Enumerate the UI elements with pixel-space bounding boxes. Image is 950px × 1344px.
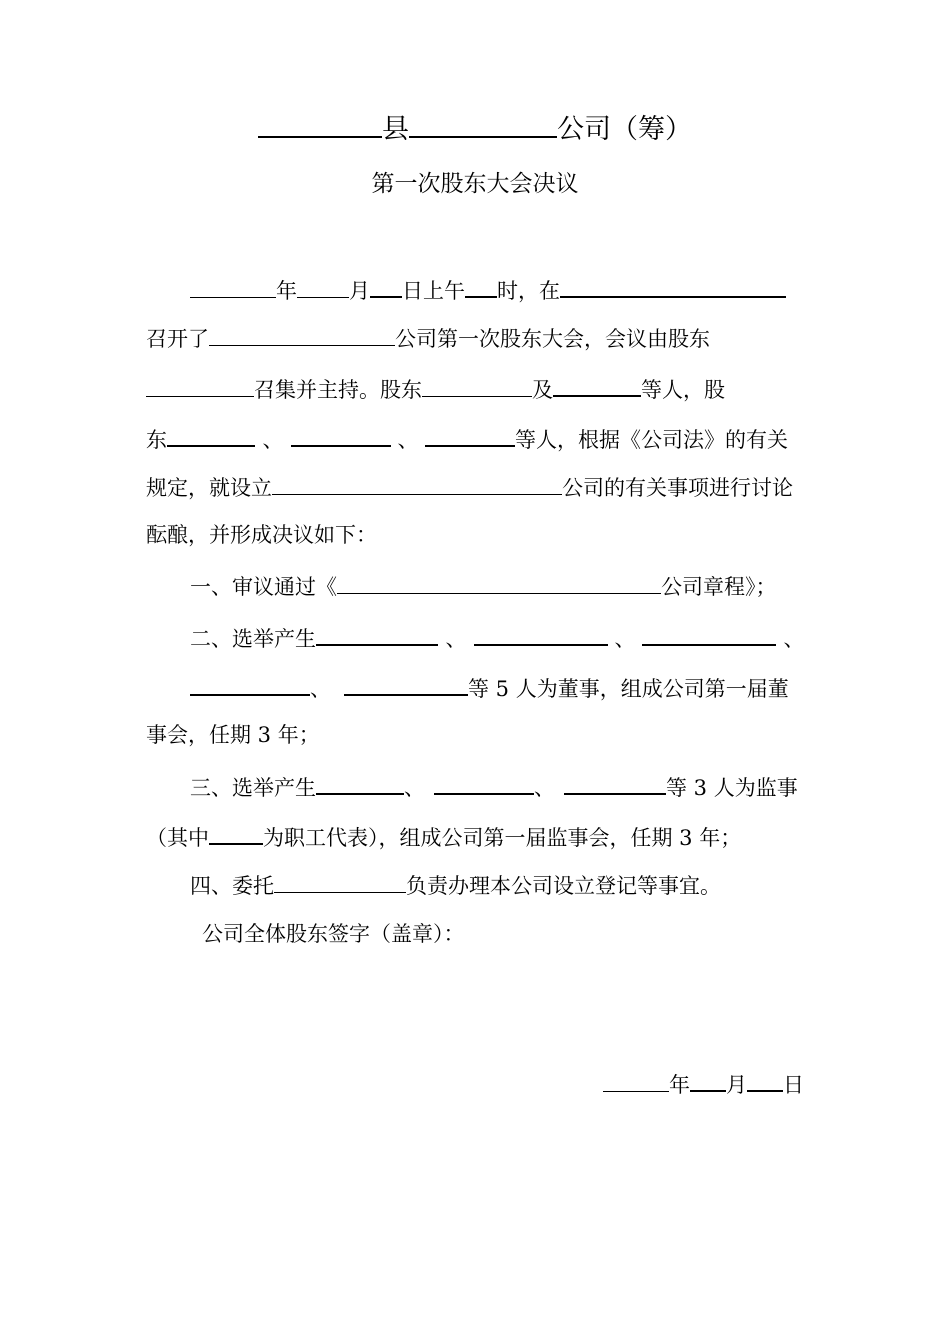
text: 公司第一次股东大会，会议由股东 <box>395 327 710 351</box>
text: 等人，股 <box>641 378 725 402</box>
separator: 、 <box>310 677 331 701</box>
separator: 、 <box>445 627 467 651</box>
meeting-place-blank[interactable] <box>560 272 786 298</box>
resolution-item-2-line-3: 事会，任期 3 年； <box>146 723 320 747</box>
signing-day-blank[interactable] <box>747 1066 783 1092</box>
month-label: 月 <box>349 279 370 303</box>
paragraph-line <box>146 371 725 406</box>
signing-month-blank[interactable] <box>690 1066 726 1092</box>
company-name-blank[interactable] <box>409 112 557 138</box>
meeting-day-blank[interactable] <box>370 272 402 298</box>
text: 召集并主持。股东 <box>254 378 422 402</box>
signature-label: 公司全体股东签字（盖章）： <box>202 922 465 946</box>
document-subtitle: 第一次股东大会决议 <box>371 171 579 197</box>
paragraph-line: 酝酿，并形成决议如下： <box>146 523 377 547</box>
separator: 、 <box>783 627 805 651</box>
text: 为职工代表），组成公司第一届监事会，任期 3 年； <box>263 826 742 850</box>
meeting-hour-blank[interactable] <box>465 272 497 298</box>
hour-label: 时，在 <box>497 279 560 303</box>
meeting-year-blank[interactable] <box>190 273 276 298</box>
year-label: 年 <box>276 279 297 303</box>
year-label: 年 <box>669 1073 690 1097</box>
text: 四、委托 <box>190 874 274 898</box>
shareholder-blank[interactable] <box>422 372 532 397</box>
text: 等 3 人为监事 <box>666 776 798 800</box>
director-blank[interactable] <box>474 620 608 646</box>
separator: 、 <box>614 627 636 651</box>
supervisor-blank[interactable] <box>434 769 534 795</box>
articles-company-blank[interactable] <box>337 569 661 594</box>
document-title <box>0 108 950 152</box>
separator: 、 <box>534 776 555 800</box>
director-blank[interactable] <box>642 620 776 646</box>
resolution-item-4 <box>190 868 721 902</box>
text: 负责办理本公司设立登记等事宜。 <box>406 874 721 898</box>
supervisor-blank[interactable] <box>564 769 666 795</box>
paragraph-line <box>146 421 788 456</box>
county-label: 县 <box>382 114 409 145</box>
director-blank[interactable] <box>190 670 310 696</box>
text: 三、选举产生 <box>190 776 316 800</box>
company-blank[interactable] <box>272 470 562 495</box>
text: （其中 <box>146 826 209 850</box>
shareholder-blank[interactable] <box>167 421 255 447</box>
meeting-month-blank[interactable] <box>297 273 349 298</box>
director-blank[interactable] <box>316 620 438 646</box>
company-label: 公司（筹） <box>557 114 692 145</box>
county-blank[interactable] <box>258 112 382 138</box>
supervisor-blank[interactable] <box>316 769 404 795</box>
text: 二、选举产生 <box>190 627 316 651</box>
text: 一、审议通过《 <box>190 575 337 599</box>
text: 等人，根据《公司法》的有关 <box>515 428 788 452</box>
month-label: 月 <box>726 1073 747 1097</box>
signing-year-blank[interactable] <box>603 1067 669 1092</box>
separator: 、 <box>397 428 419 452</box>
resolution-item-3 <box>190 769 798 804</box>
text: 规定，就设立 <box>146 476 272 500</box>
text: 及 <box>532 378 553 402</box>
paragraph-line <box>146 470 793 504</box>
resolution-item-2-line-2 <box>190 670 789 705</box>
shareholder-blank[interactable] <box>553 371 641 397</box>
text: 召开了 <box>146 327 209 351</box>
resolution-item-3-line-2 <box>146 819 741 854</box>
signing-date-line <box>603 1066 804 1101</box>
text: 东 <box>146 428 167 452</box>
text: 公司章程》； <box>661 575 777 599</box>
resolution-item-1 <box>190 569 777 603</box>
employee-representative-blank[interactable] <box>209 819 263 845</box>
text: 公司的有关事项进行讨论 <box>562 476 793 500</box>
paragraph-line <box>146 321 710 355</box>
day-label: 日上午 <box>402 279 465 303</box>
resolution-item-2 <box>190 620 812 655</box>
meeting-date-line <box>190 272 786 307</box>
text: 等 5 人为董事，组成公司第一届董 <box>468 677 789 701</box>
shareholder-blank[interactable] <box>291 421 391 447</box>
company-blank[interactable] <box>209 321 395 346</box>
separator: 、 <box>404 776 425 800</box>
agent-blank[interactable] <box>274 868 406 893</box>
day-label: 日 <box>783 1073 804 1097</box>
separator: 、 <box>262 428 284 452</box>
director-blank[interactable] <box>344 670 468 696</box>
shareholder-blank[interactable] <box>425 421 515 447</box>
convener-blank[interactable] <box>146 372 254 397</box>
